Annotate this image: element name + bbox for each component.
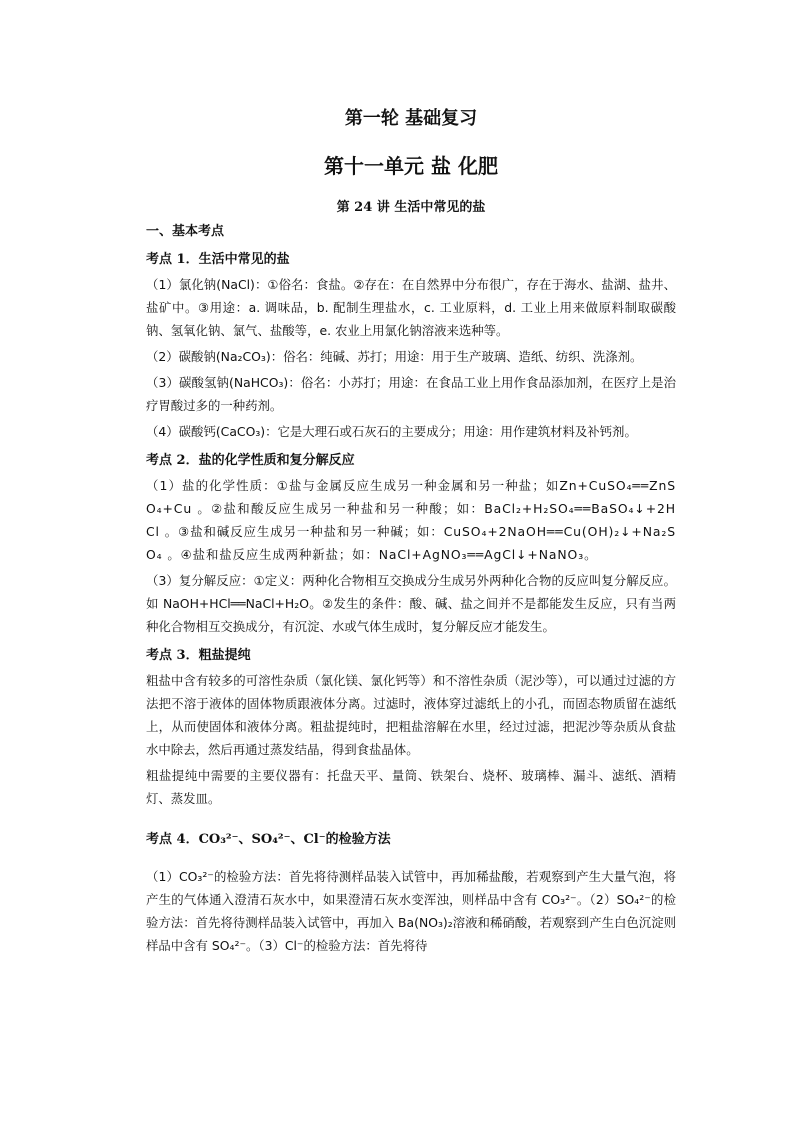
kd2-para-properties: （1）盐的化学性质：①盐与金属反应生成另一种金属和另一种盐；如Zn+CuSO₄══ZnSO₄+Cu 。②盐和酸反应生成另一种盐和另一种酸；如：BaCl₂+H₂SO₄══BaSO₄↓+2HCl 。③盐和碱反应生成另一种盐和另一种碱；如：CuSO₄+2NaOH══Cu(OH)₂↓+Na₂SO₄ 。④盐和盐反应生成两种新盐；如：NaCl+AgNO₃══AgCl↓+NaNO₃。 [146,478,676,562]
round-title: 第一轮 基础复习 [344,108,478,129]
kd4-para-ion-tests: （1）CO₃²⁻的检验方法：首先将待测样品装入试管中，再加稀盐酸，若观察到产生大量气泡，将产生的气体通入澄清石灰水中，如果澄清石灰水变浑浊，则样品中含有 CO₃²⁻。（2）SO₄²⁻的检验方法：首先将待测样品装入试管中，再加入 Ba(NO₃)₂溶液和稀硝酸，若观察到产生白色沉淀则样品中含有 SO₄²⁻。（3）Cl⁻的检验方法：首先将待 [146,869,676,953]
kd2-heading: 考点 2．盐的化学性质和复分解反应 [146,453,355,468]
section-heading: 一、基本考点 [146,224,225,239]
kd1-para-nahco3: （3）碳酸氢钠(NaHCO₃)：俗名：小苏打；用途：在食品工业上用作食品添加剂，在医疗上是治疗胃酸过多的一种药剂。 [146,375,676,413]
kd1-para-caco3: （4）碳酸钙(CaCO₃)：它是大理石或石灰石的主要成分；用途：用作建筑材料及补钙剂。 [146,424,637,439]
document-page [146,96,676,957]
kd1-para-na2co3: （2）碳酸钠(Na₂CO₃)：俗名：纯碱、苏打；用途：用于生产玻璃、造纸、纺织、洗涤剂。 [146,349,643,364]
unit-title: 第十一单元 盐 化肥 [324,154,498,178]
kd3-para-purification: 粗盐中含有较多的可溶性杂质（氯化镁、氯化钙等）和不溶性杂质（泥沙等），可以通过过滤的方法把不溶于液体的固体物质跟液体分离。过滤时，液体穿过滤纸上的小孔，而固态物质留在滤纸上，从而使固体和液体分离。粗盐提纯时，把粗盐溶解在水里，经过过滤，把泥沙等杂质从食盐水中除去，然后再通过蒸发结晶，得到食盐晶体。 [146,673,676,757]
kd4-heading: 考点 4．CO₃²⁻、SO₄²⁻、Cl⁻的检验方法 [146,832,391,847]
kd1-para-nacl: （1）氯化钠(NaCl)：①俗名：食盐。②存在：在自然界中分布很广，存在于海水、盐湖、盐井、盐矿中。③用途：a. 调味品，b. 配制生理盐水，c. 工业原料，d. 工业上用来做原料制取碳酸钠、氢氧化钠、氯气、盐酸等，e. 农业上用氯化钠溶液来选种等。 [146,277,676,338]
kd2-para-double-decomposition: （3）复分解反应：①定义：两种化合物相互交换成分生成另外两种化合物的反应叫复分解反应。如 NaOH+HCl══NaCl+H₂O。②发生的条件：酸、碱、盐之间并不是都能发生反应，只有当两种化合物相互交换成分，有沉淀、水或气体生成时，复分解反应才能发生。 [146,573,676,634]
kd1-heading: 考点 1．生活中常见的盐 [146,252,290,267]
kd3-heading: 考点 3．粗盐提纯 [146,648,251,663]
lecture-title: 第 24 讲 生活中常见的盐 [336,200,486,215]
kd3-para-instruments: 粗盐提纯中需要的主要仪器有：托盘天平、量筒、铁架台、烧杯、玻璃棒、漏斗、滤纸、酒精灯、蒸发皿。 [146,768,676,806]
